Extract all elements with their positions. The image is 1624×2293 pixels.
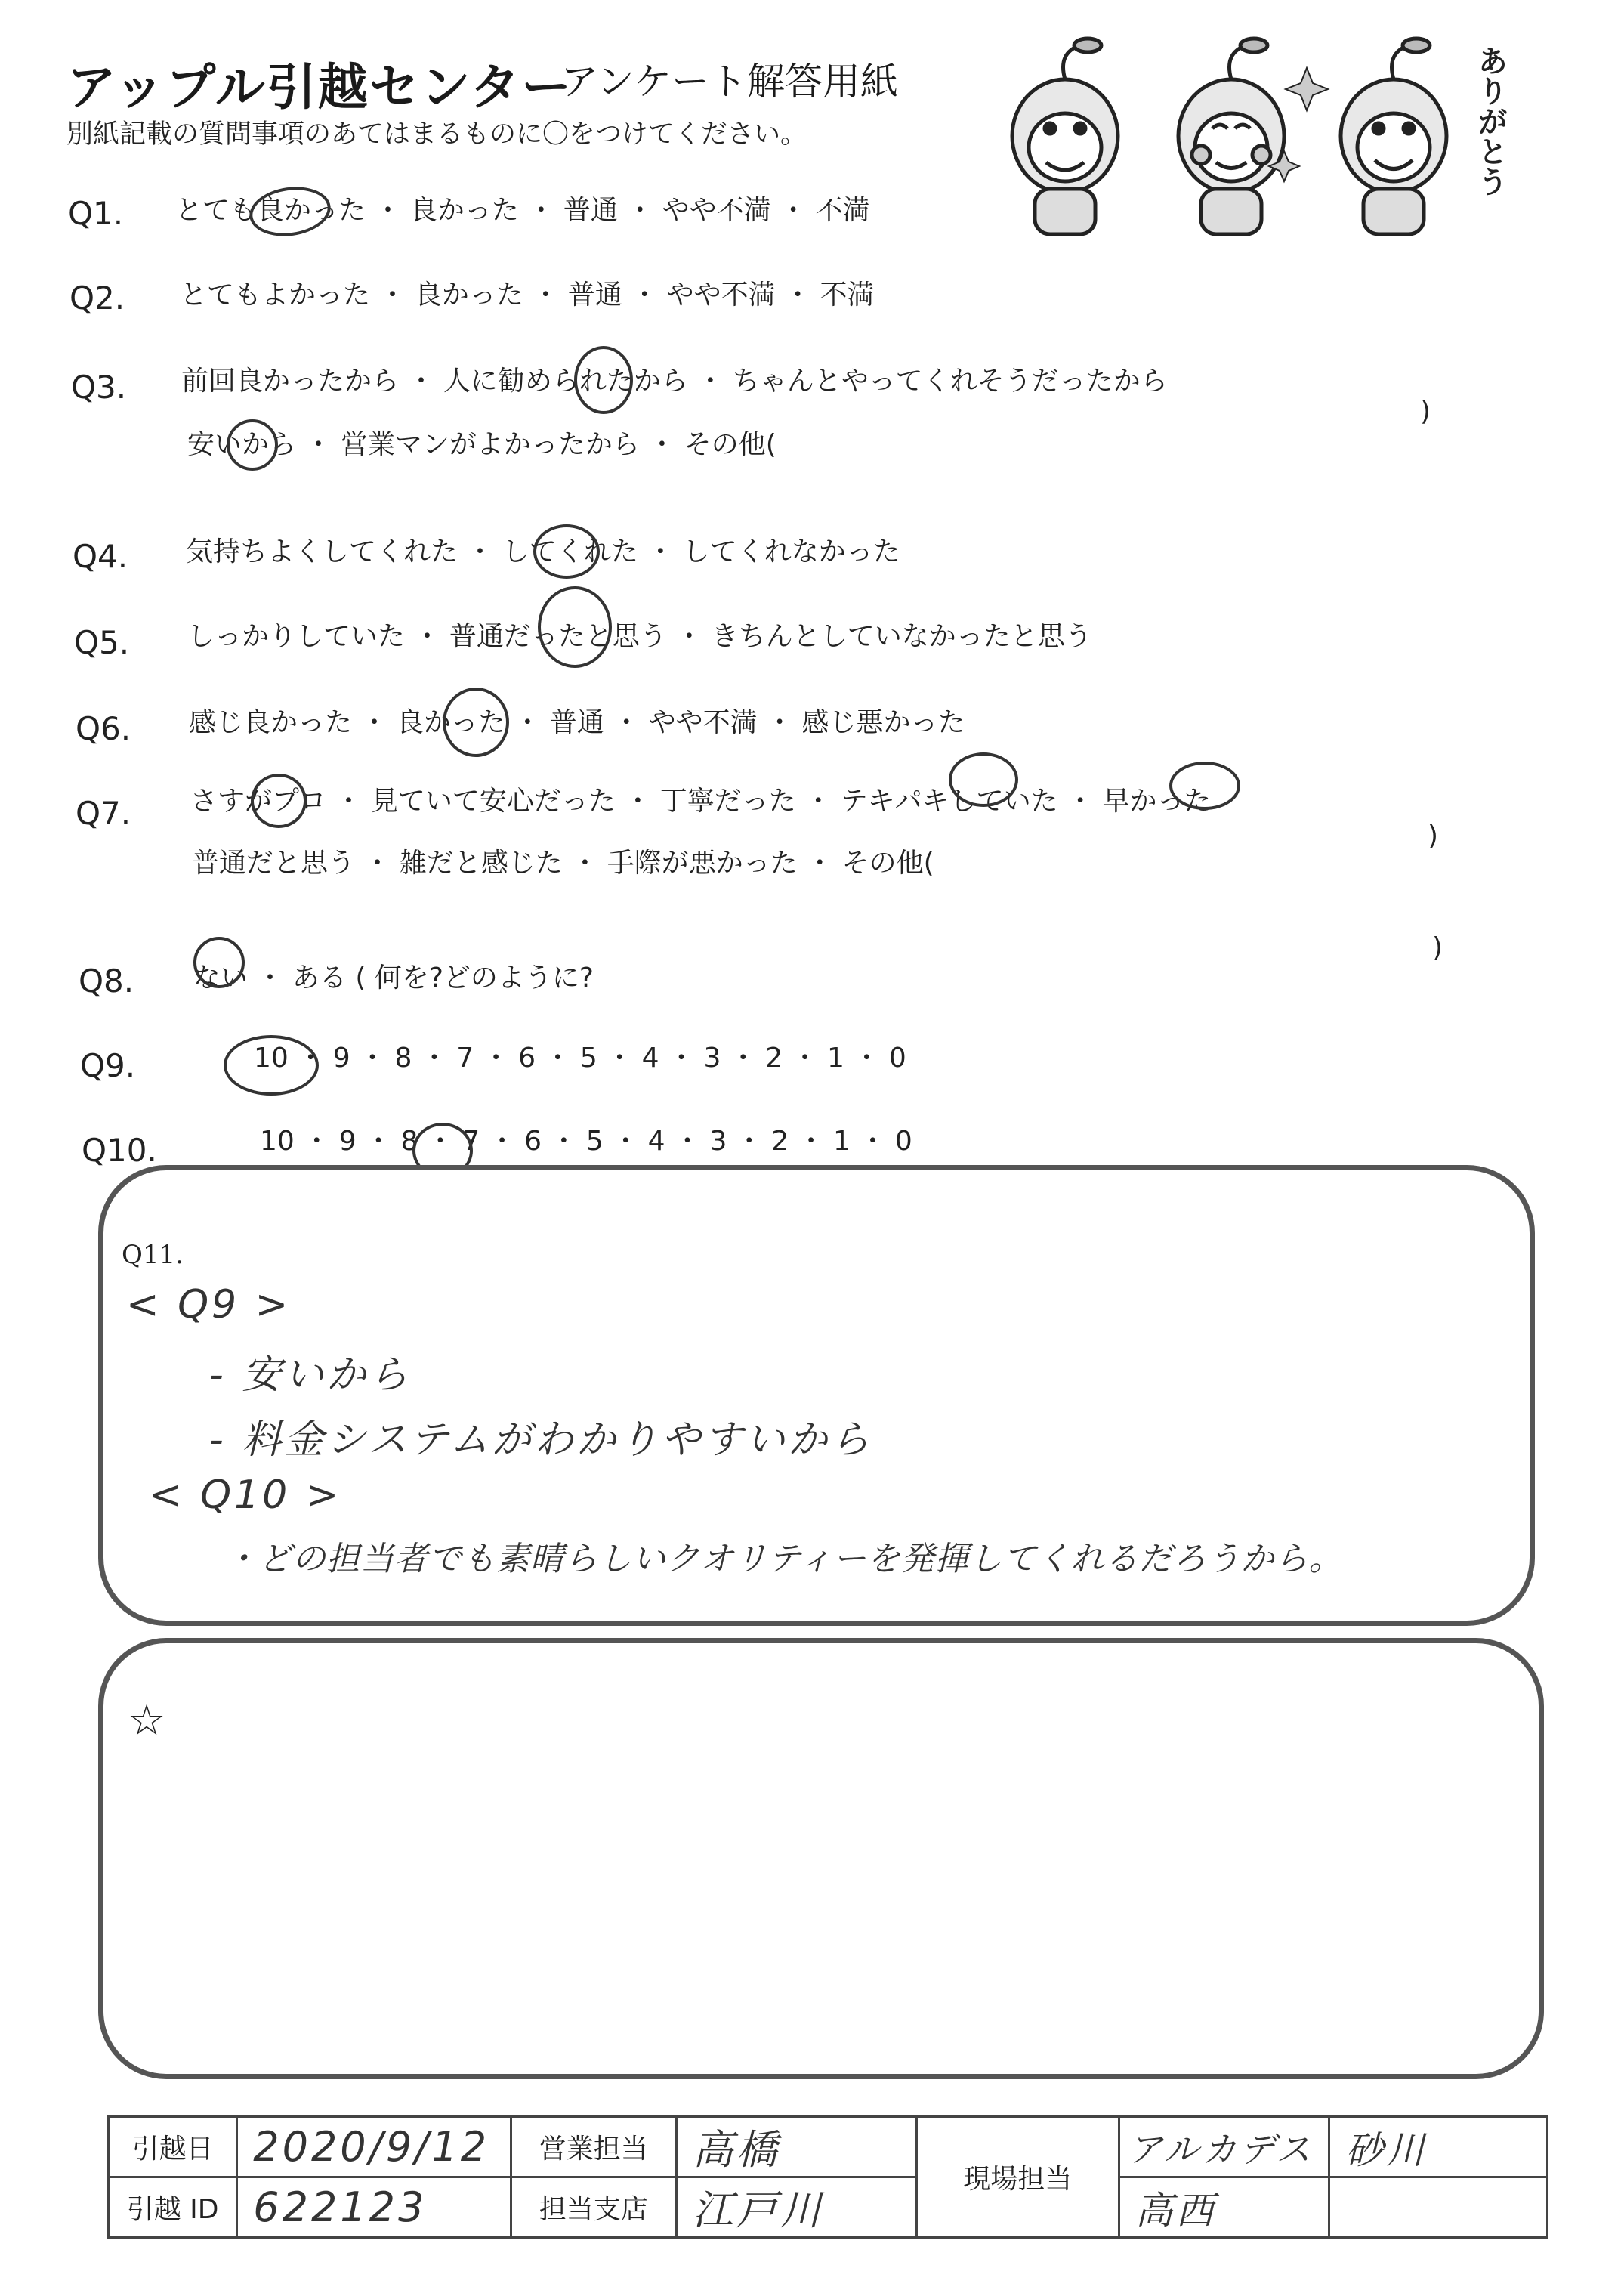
move-date-value: [237, 2117, 511, 2177]
q11-line-1: < Q9 >: [126, 1282, 292, 1327]
q6-options: 感じ良かった ・ 良かった ・ 普通 ・ やや不満 ・ 感じ悪かった: [189, 707, 965, 738]
site-staff-3-text: 高西: [1135, 2188, 1217, 2233]
q7-selection-mark-2: [949, 752, 1018, 807]
q11-label: Q11.: [122, 1240, 184, 1270]
q9-scale: 10 ・ 9 ・ 8 ・ 7 ・ 6 ・ 5 ・ 4 ・ 3 ・ 2 ・ 1 ・ 0: [254, 1043, 906, 1074]
move-date-value-text: 2020/9/12: [253, 2123, 490, 2171]
q11-line-2: - 安いから: [209, 1352, 412, 1398]
q8-close-paren: ): [1432, 932, 1443, 963]
site-staff-3: [1119, 2177, 1329, 2238]
q7-selection-mark-3: [1169, 762, 1240, 810]
q1-label: Q1.: [68, 195, 124, 232]
q5-options: しっかりしていた ・ 普通だったと思う ・ きちんとしていなかったと思う: [187, 621, 1092, 652]
q3-selection-mark: [574, 346, 633, 414]
move-date-label: 引越日: [109, 2117, 237, 2177]
company-title: アップル引越センター: [66, 58, 573, 116]
site-staff-4: [1329, 2177, 1548, 2238]
footer-info-table: [107, 2115, 1548, 2239]
q8-options: ない ・ ある ( 何を?どのように?: [193, 963, 594, 994]
q11-line-5: ・どの担当者でも素晴らしいクオリティーを発揮してくれるだろうから。: [224, 1540, 1343, 1578]
move-id-value: [237, 2177, 511, 2238]
q2-label: Q2.: [69, 280, 125, 317]
q8-label: Q8.: [79, 963, 134, 1000]
q7-options-line1: さすがプロ ・ 見ていて安心だった ・ 丁寧だった ・ テキパキしていた ・ 早かった: [190, 786, 1212, 817]
branch-label: 担当支店: [511, 2177, 676, 2238]
sales-value: [676, 2117, 916, 2177]
q7-close-paren: ): [1428, 820, 1439, 851]
branch-value-text: 江戸川: [692, 2186, 824, 2234]
q4-selection-mark: [533, 524, 600, 579]
move-id-value-text: 622123: [253, 2183, 428, 2231]
q5-label: Q5.: [74, 624, 130, 661]
q3-close-paren: ): [1420, 396, 1431, 427]
site-label: 現場担当: [916, 2117, 1119, 2238]
q4-options: 気持ちよくしてくれた ・ してくれた ・ してくれなかった: [186, 536, 900, 567]
site-staff-1-text: アルカデス: [1127, 2128, 1314, 2170]
mascot-caption: ありがとう: [1473, 45, 1508, 196]
q8-selection-mark: [193, 937, 245, 988]
q2-options: とてもよかった ・ 良かった ・ 普通 ・ やや不満 ・ 不満: [180, 280, 875, 311]
q1-options: とても良かった ・ 良かった ・ 普通 ・ やや不満 ・ 不満: [175, 195, 870, 226]
site-staff-1: [1119, 2117, 1329, 2177]
sales-value-text: 高橋: [692, 2126, 780, 2174]
q4-label: Q4.: [73, 538, 128, 575]
q3-label: Q3.: [71, 369, 127, 406]
q11-line-3: - 料金システムがわかりやすいから: [209, 1417, 873, 1463]
q10-label: Q10.: [82, 1132, 157, 1169]
free-comment-box: [98, 1638, 1544, 2079]
sales-label: 営業担当: [511, 2117, 676, 2177]
q11-line-4: < Q10 >: [149, 1473, 342, 1518]
instruction-text: 別紙記載の質問事項のあてはまるものに〇をつけてください。: [66, 119, 807, 150]
mascot-illustration: [974, 23, 1518, 242]
q7-selection-mark: [251, 774, 307, 828]
q9-label: Q9.: [80, 1047, 136, 1084]
q9-selection-mark: [224, 1035, 319, 1096]
q3-options-line1: 前回良かったから ・ 人に勧められたから ・ ちゃんとやってくれそうだったから: [181, 366, 1168, 397]
q7-options-line2: 普通だと思う ・ 雑だと感じた ・ 手際が悪かった ・ その他(: [192, 848, 934, 879]
star-icon: ☆: [128, 1696, 166, 1745]
q3-options-line2: 安いから ・ 営業マンがよかったから ・ その他(: [187, 429, 776, 460]
move-id-label: 引越 ID: [109, 2177, 237, 2238]
q11-comment-box: [98, 1165, 1535, 1626]
q3-selection-mark-2: [227, 419, 278, 471]
q7-label: Q7.: [76, 795, 131, 832]
q6-selection-mark: [443, 688, 509, 757]
site-staff-2: [1329, 2117, 1548, 2177]
q10-scale: 10 ・ 9 ・ 8 ・ 7 ・ 6 ・ 5 ・ 4 ・ 3 ・ 2 ・ 1 ・ 0: [260, 1126, 912, 1157]
site-staff-2-text: 砂川: [1345, 2128, 1428, 2172]
branch-value: [676, 2177, 916, 2238]
q5-selection-mark: [538, 586, 612, 668]
q6-label: Q6.: [76, 710, 131, 747]
form-subtitle: アンケート解答用紙: [560, 60, 898, 104]
